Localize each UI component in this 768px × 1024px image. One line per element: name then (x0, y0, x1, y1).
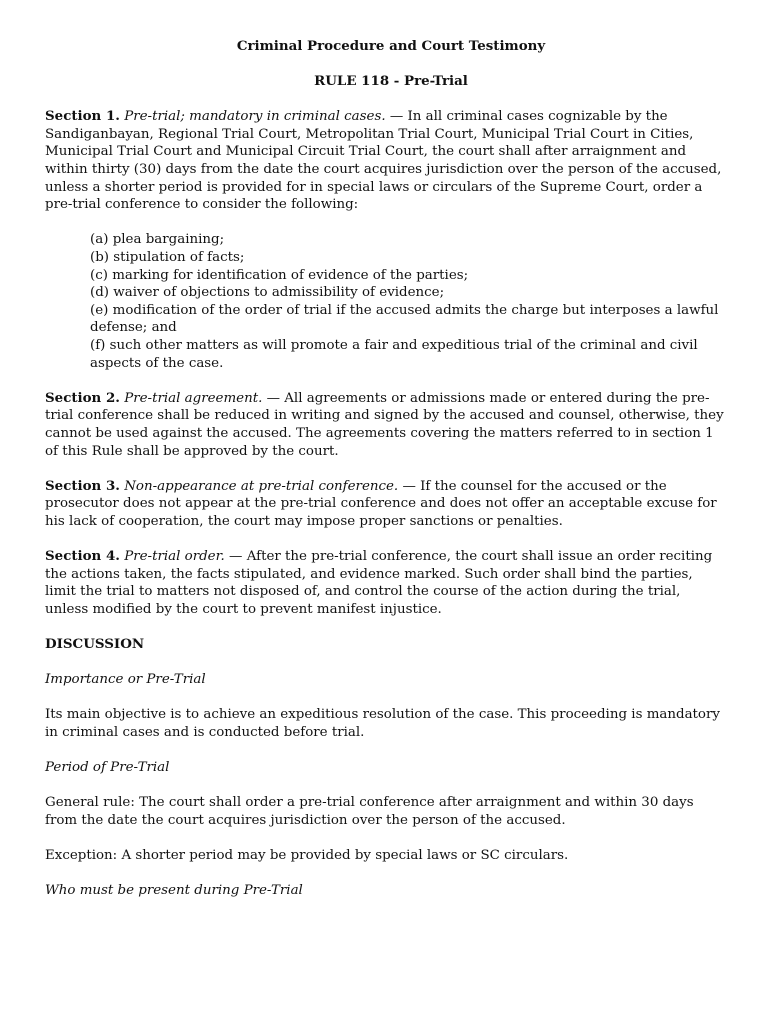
section-2-body: — All agreements or admissions made or entered during the pre-trial conference shall be reduced in writing and signed by the accused and counsel, otherwise, they cannot be used against the accused. The agreements covering the matters referred to in section 1 of this Rule shall be approved by the court. (45, 390, 724, 459)
list-item: (d) waiver of objections to admissibility of evidence; (90, 285, 445, 301)
section-1-heading: Pre-trial; mandatory in criminal cases. (124, 109, 386, 125)
section-4-body: — After the pre-trial conference, the court shall issue an order reciting the actions taken, the facts stipulated, and evidence marked. Such order shall bind the parties, limit the trial to matters not disposed of, and control the course of the action during the trial, unless modified by the court to prevent manifest injustice. (45, 549, 713, 617)
section-1-body: — In all criminal cases cognizable by the Sandiganbayan, Regional Trial Court, Metropolitan Trial Court, Municipal Trial Court in Cities, Municipal Trial Court and Municipal Circuit Trial Court, the court shall after arraignment and within thirty (30) days from the date the court acquires jurisdiction over the person of the accused, unless a shorter period is provided for in special laws or circulars of the Supreme Court, order a pre-trial conference to consider the following: (45, 109, 722, 213)
section-3-label: Section 3. (45, 477, 120, 494)
period-heading: Period of Pre-Trial (45, 760, 170, 776)
list-item: (e) modification of the order of trial if the accused admits the charge but interposes a lawful defense; and (90, 302, 719, 336)
document-page (45, 38, 725, 900)
rule-heading: RULE 118 - Pre-Trial (314, 73, 468, 90)
section-2-heading: Pre-trial agreement. (124, 390, 263, 406)
exception-text: Exception: A shorter period may be provided by special laws or SC circulars. (45, 848, 569, 864)
list-item: (f) such other matters as will promote a fair and expeditious trial of the criminal and civil aspects of the case. (90, 338, 698, 371)
section-1-label: Section 1. (45, 108, 120, 125)
list-item: (b) stipulation of facts; (90, 250, 245, 266)
section-4 (45, 548, 725, 618)
who-present-heading: Who must be present during Pre-Trial (45, 883, 303, 899)
section-3 (45, 478, 725, 531)
section-4-heading: Pre-trial order. (124, 549, 225, 565)
section-2 (45, 390, 725, 460)
document-title: Criminal Procedure and Court Testimony (236, 38, 546, 54)
section-4-label: Section 4. (45, 548, 120, 565)
importance-heading: Importance or Pre-Trial (45, 672, 206, 688)
section-3-heading: Non-appearance at pre-trial conference. (124, 478, 399, 494)
section-1 (45, 108, 725, 214)
section-1-items (90, 231, 730, 372)
section-3-body: — If the counsel for the accused or the prosecutor does not appear at the pre-trial conference and does not offer an acceptable excuse for his lack of cooperation, the court may impose proper sanctions or penalties. (45, 478, 717, 529)
section-2-label: Section 2. (45, 389, 120, 406)
general-rule-text: General rule: The court shall order a pre-trial conference after arraignment and within 30 days from the date the court acquires jurisdiction over the person of the accused. (45, 795, 694, 829)
list-item: (a) plea bargaining; (90, 232, 225, 248)
discussion-heading: DISCUSSION (45, 636, 145, 653)
list-item: (c) marking for identification of evidence of the parties; (90, 267, 469, 283)
importance-text: Its main objective is to achieve an expeditious resolution of the case. This proceeding is mandatory in criminal cases and is conducted before trial. (45, 707, 720, 741)
